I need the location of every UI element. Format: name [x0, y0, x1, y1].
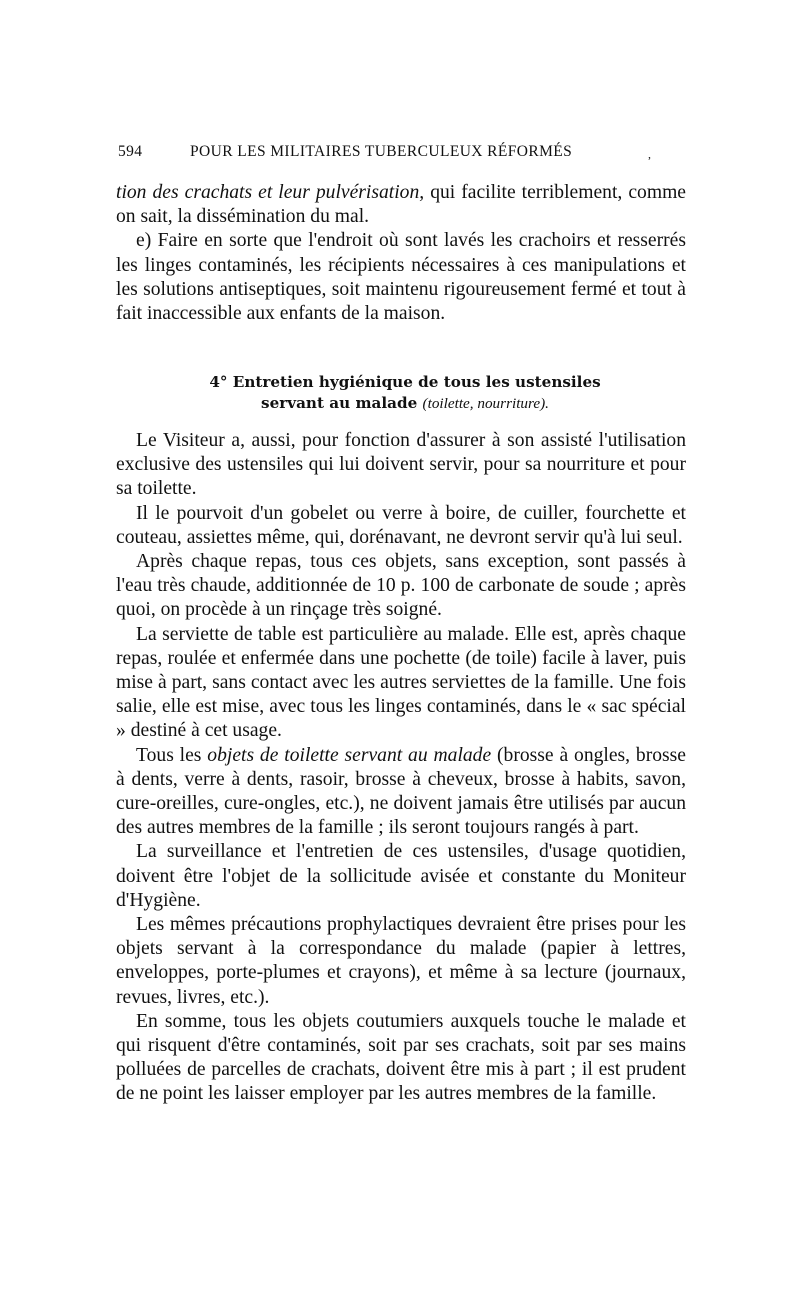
paragraph: Après chaque repas, tous ces objets, sans exception, sont passés à l'eau très chaude, additionnée de 10 p. 100 de carbonate de soude ; après quoi, on procède à un rinçage très soigné. [116, 551, 686, 621]
paragraph-text: Tous les [136, 744, 208, 766]
italic-phrase: objets de toilette servant au malade [207, 744, 492, 766]
continued-text-block [116, 181, 686, 326]
paragraph-item-e: e) Faire en sorte que l'endroit où sont lavés les crachoirs et resserrés les linges contaminés, les récipients nécessaires à ces manipulations et les solutions antiseptiques, soit maintenu rigoureusement fermé et tout à fait inaccessible aux enfants de la maison. [116, 230, 686, 325]
paragraph: La serviette de table est particulière au malade. Elle est, après chaque repas, roulée et enfermée dans une pochette (de toile) facile à laver, puis mise à part, sans contact avec les autres serviettes de la famille. Une fois salie, elle est mise, avec tous les linges contaminés, dans le « sac spécial » destiné à cet usage. [116, 623, 686, 742]
paragraph: La surveillance et l'entretien de ces ustensiles, d'usage quotidien, doivent être l'objet de la sollicitude avisée et constante du Moniteur d'Hygiène. [116, 841, 686, 911]
page-number: 594 [118, 143, 143, 160]
section-heading-parenthetical: (toilette, nourriture). [422, 395, 549, 412]
paragraph-text: (brosse à ongles, brosse à dents, verre à dents, rasoir, brosse à cheveux, brosse à habits, savon, cure-oreilles, cure-ongles, etc.), ne doivent jamais être utilisés par aucun des autres membres de la famille ; ils seront toujours rangés à part. [116, 744, 686, 839]
paragraph: Il le pourvoit d'un gobelet ou verre à boire, de cuiller, fourchette et couteau, assiettes même, qui, dorénavant, ne devront servir qu'à lui seul. [116, 502, 686, 548]
section-heading-line-1: 4° Entretien hygiénique de tous les ustensiles [209, 373, 601, 391]
header-mark: , [648, 147, 652, 161]
section-heading-text: servant au malade [261, 394, 418, 412]
paragraph [116, 181, 686, 229]
paragraph [116, 744, 686, 841]
section-heading-line-2 [140, 393, 670, 414]
section-heading [140, 372, 670, 414]
running-title: POUR LES MILITAIRES TUBERCULEUX RÉFORMÉS [190, 143, 573, 160]
paragraph: En somme, tous les objets coutumiers auxquels touche le malade et qui risquent d'être contaminés, soit par ses crachats, soit par ses mains polluées de parcelles de crachats, doivent être mis à part ; il est prudent de ne point les laisser employer par les autres membres de la famille. [116, 1010, 686, 1105]
paragraph: Les mêmes précautions prophylactiques devraient être prises pour les objets servant à la correspondance du malade (papier à lettres, enveloppes, porte-plumes et crayons), et même à sa lecture (journaux, revues, livres, etc.). [116, 914, 686, 1008]
paragraph-text: qui facilite terriblement, comme on sait, la dissémination du mal. [116, 182, 687, 228]
paragraph: Le Visiteur a, aussi, pour fonction d'assurer à son assisté l'utilisation exclusive des ustensiles qui lui doivent servir, pour sa nourriture et pour sa toilette. [116, 430, 686, 500]
section-body [116, 429, 686, 1107]
running-header [118, 143, 678, 167]
italic-phrase: tion des crachats et leur pulvérisation, [116, 182, 425, 203]
